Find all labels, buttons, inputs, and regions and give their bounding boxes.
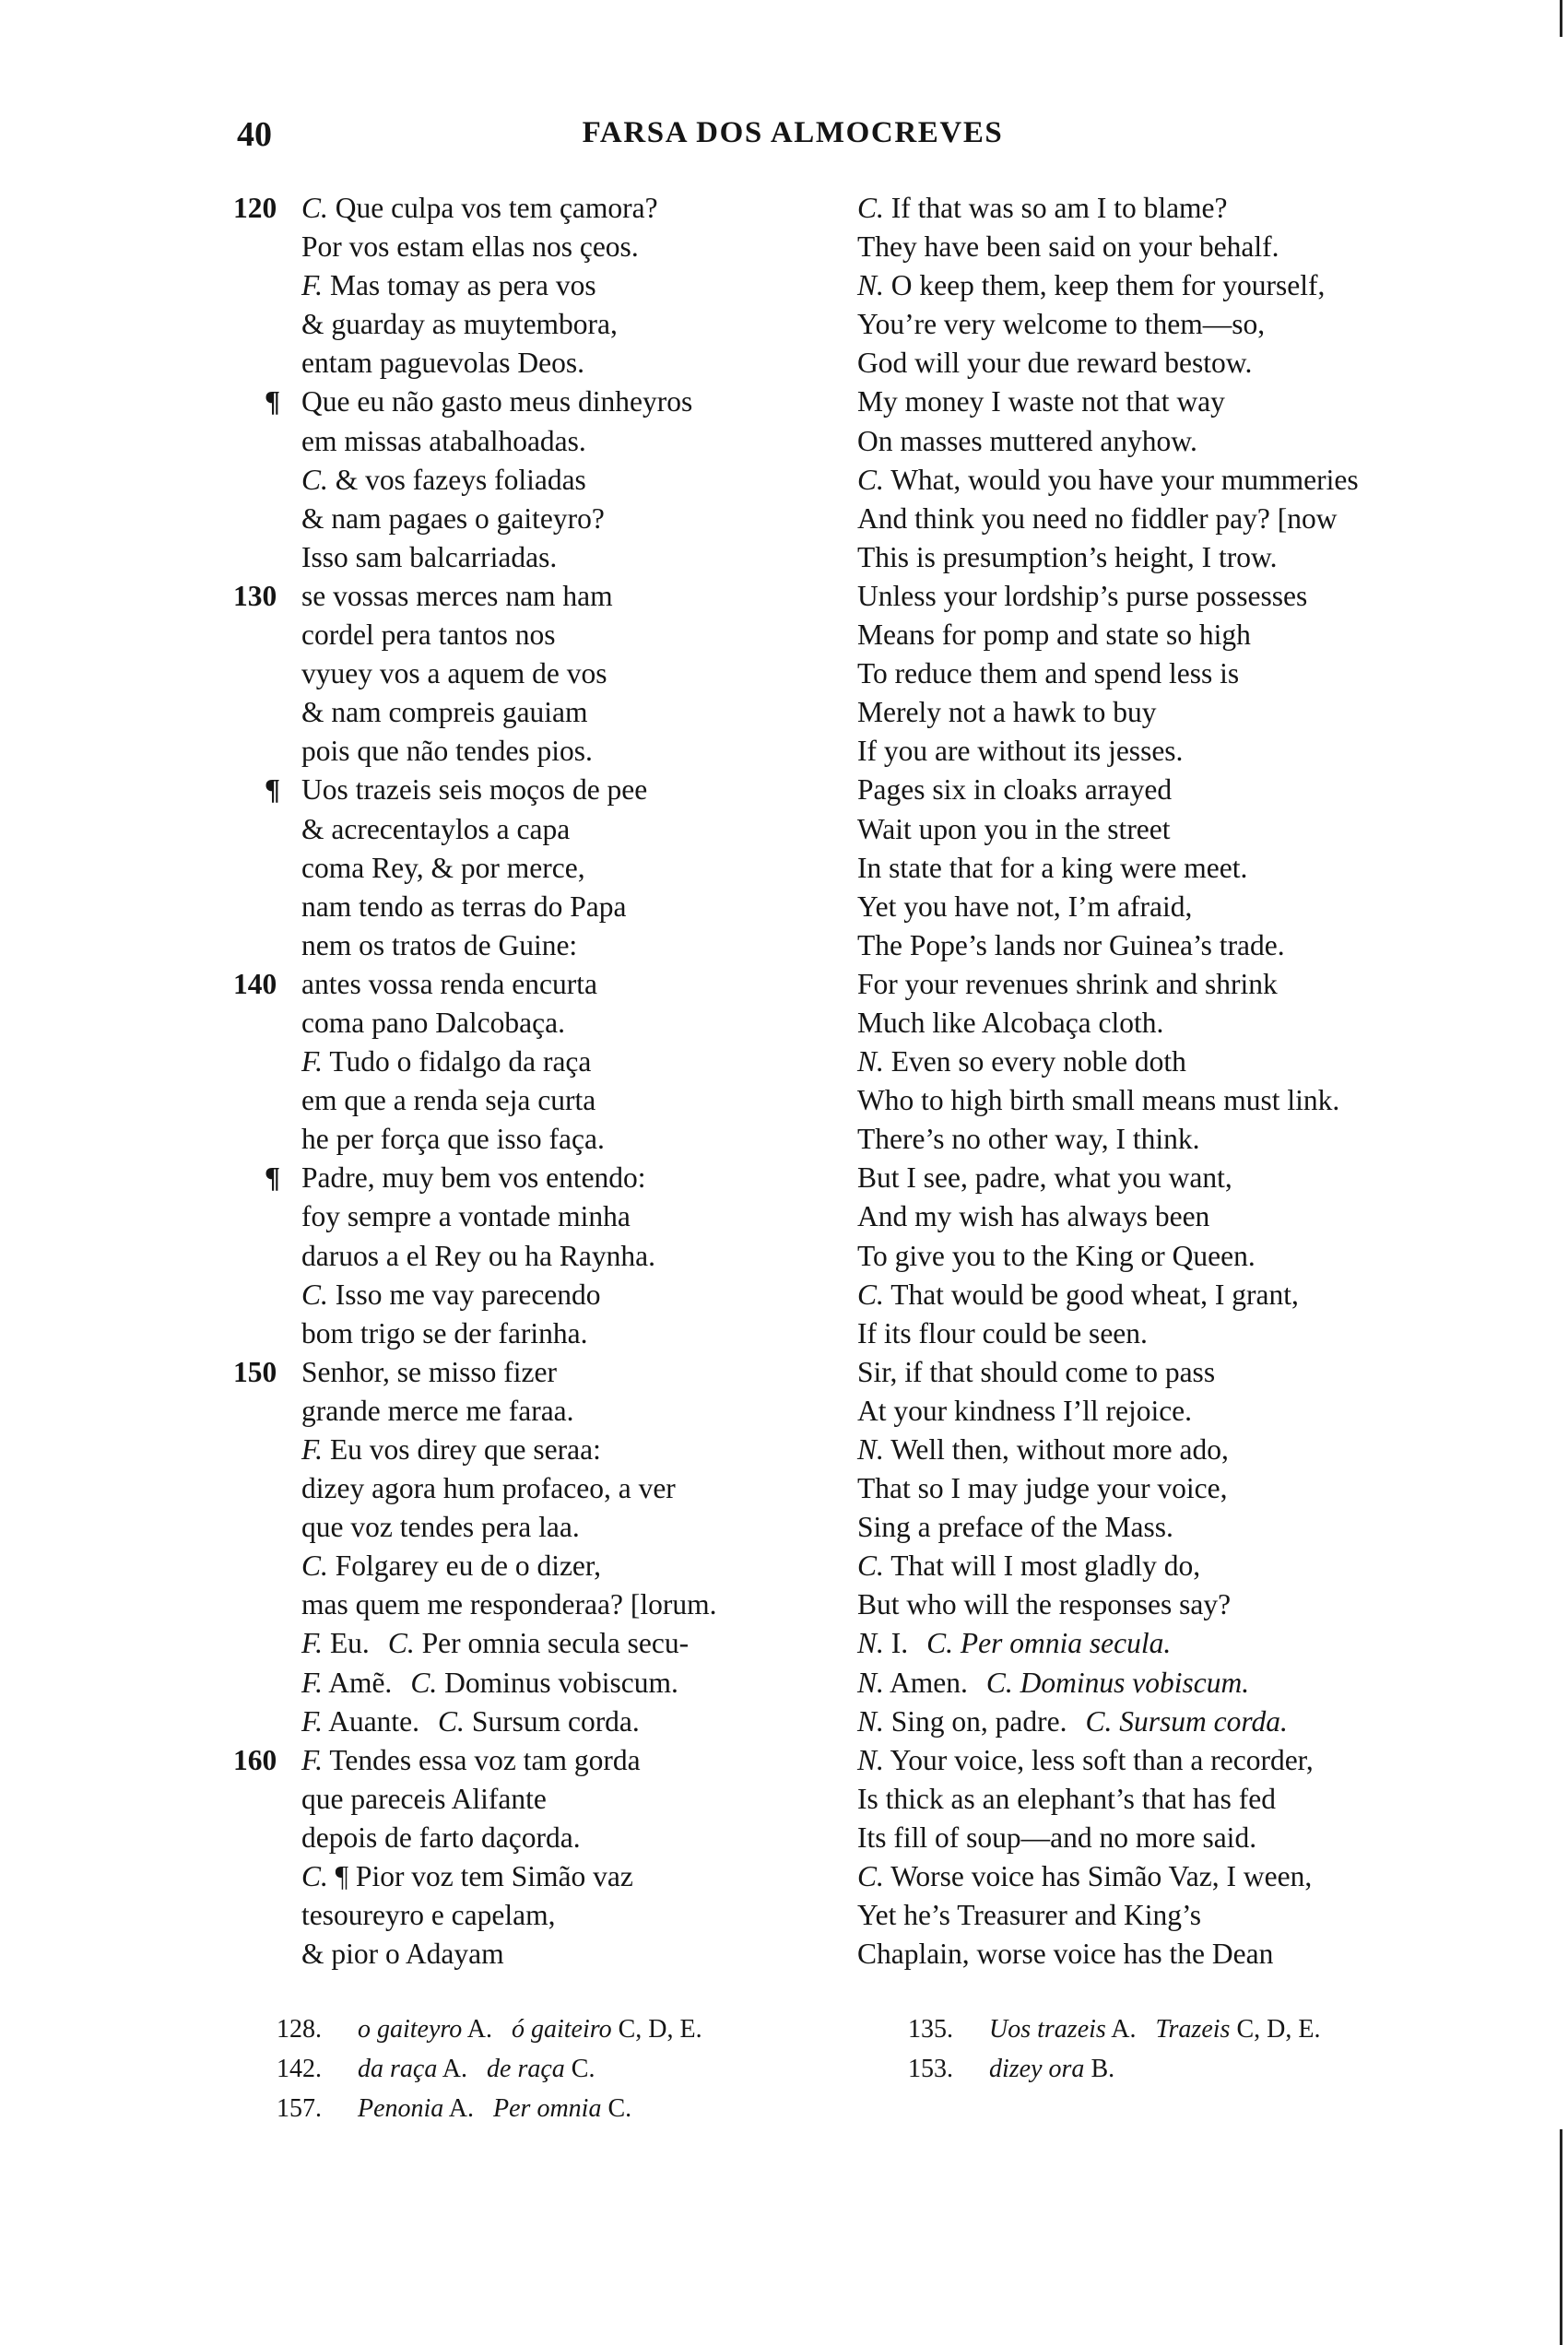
speaker-label: F. bbox=[301, 1045, 324, 1078]
verse-text: Dominus vobiscum. bbox=[1020, 1666, 1250, 1699]
verse-line bbox=[233, 1819, 823, 1857]
verse-line bbox=[233, 1314, 823, 1353]
verse-text: On masses muttered anyhow. bbox=[857, 424, 1197, 457]
verse-line bbox=[857, 500, 1466, 538]
variant-source: A. bbox=[448, 2094, 475, 2123]
variant-reading: ó gaiteiro bbox=[511, 2015, 612, 2044]
speaker-label: F. bbox=[301, 1666, 324, 1699]
verse-text: The Pope’s lands nor Guinea’s trade. bbox=[857, 928, 1285, 961]
variant-reading: Trazeis bbox=[1155, 2015, 1231, 2044]
page-header bbox=[235, 114, 1350, 159]
variant-reading: Uos trazeis bbox=[989, 2015, 1106, 2044]
variant-reading: da raça bbox=[358, 2055, 438, 2083]
verse-text: & guarday as muytembora, bbox=[301, 308, 618, 341]
verse-line bbox=[857, 654, 1466, 693]
speaker-label: C. bbox=[301, 463, 328, 496]
speaker-label: C. bbox=[926, 1627, 954, 1660]
verse-text: If its flour could be seen. bbox=[857, 1316, 1148, 1349]
verse-line bbox=[857, 1741, 1466, 1780]
verse-text: Who to high birth small means must link. bbox=[857, 1084, 1340, 1117]
verse-text: Eu vos direy que seraa: bbox=[329, 1433, 601, 1466]
variant-source: C. bbox=[571, 2055, 595, 2083]
verse-text: dizey agora hum profaceo, a ver bbox=[301, 1472, 676, 1505]
verse-line bbox=[857, 577, 1466, 616]
verse-text: Sing on, padre. bbox=[890, 1704, 1067, 1738]
verse-text: & vos fazeys foliadas bbox=[335, 463, 586, 496]
speaker-label: C. bbox=[857, 1278, 884, 1311]
verse-text: Tudo o fidalgo da raça bbox=[329, 1045, 592, 1078]
verse-line bbox=[233, 266, 823, 305]
verse-line bbox=[233, 1353, 823, 1392]
verse-text: em que a renda seja curta bbox=[301, 1084, 596, 1117]
verse-text: Pages six in cloaks arrayed bbox=[857, 773, 1173, 807]
verse-text: Dominus vobiscum. bbox=[444, 1666, 678, 1699]
verse-text: They have been said on your behalf. bbox=[857, 230, 1279, 264]
verse-line bbox=[233, 1547, 823, 1585]
verse-line bbox=[233, 1431, 823, 1469]
speaker-label: N. bbox=[857, 1743, 884, 1776]
verse-line bbox=[857, 1703, 1466, 1741]
verse-text: If that was so am I to blame? bbox=[890, 192, 1228, 224]
verse-line bbox=[233, 965, 823, 1004]
verse-text: I. bbox=[890, 1627, 909, 1660]
speaker-label: N. bbox=[857, 1045, 884, 1078]
verse-text: Merely not a hawk to buy bbox=[857, 696, 1157, 729]
verse-text: In state that for a king were meet. bbox=[857, 851, 1248, 884]
verse-line bbox=[233, 1780, 823, 1819]
pilcrow-mark: ¶ bbox=[265, 1161, 281, 1195]
footnote-line-ref: 135. bbox=[908, 2015, 953, 2044]
speaker-label: C. bbox=[301, 1278, 328, 1311]
portuguese-text-column bbox=[233, 189, 823, 1974]
verse-line bbox=[233, 810, 823, 849]
verse-text: Auante. bbox=[328, 1704, 420, 1738]
verse-line bbox=[857, 461, 1466, 500]
verse-text: And my wish has always been bbox=[857, 1200, 1210, 1233]
speaker-label: C. bbox=[857, 1550, 884, 1583]
verse-text: coma pano Dalcobaça. bbox=[301, 1006, 565, 1039]
verse-line bbox=[857, 1896, 1466, 1935]
pilcrow-mark: ¶ bbox=[265, 773, 281, 807]
variant-source: C, D, E. bbox=[1236, 2015, 1321, 2044]
verse-text: Yet he’s Treasurer and King’s bbox=[857, 1899, 1202, 1932]
verse-text: Mas tomay as pera vos bbox=[329, 269, 596, 302]
verse-line bbox=[857, 888, 1466, 926]
verse-line bbox=[857, 1120, 1466, 1159]
verse-line bbox=[233, 1624, 823, 1663]
verse-line bbox=[233, 1159, 823, 1197]
verse-text: My money I waste not that way bbox=[857, 385, 1225, 418]
verse-line bbox=[233, 1197, 823, 1236]
verse-text: At your kindness I’ll rejoice. bbox=[857, 1394, 1193, 1427]
verse-line bbox=[233, 538, 823, 577]
verse-text: Well then, without more ado, bbox=[890, 1433, 1229, 1466]
speaker-label: N. bbox=[857, 1704, 884, 1738]
verse-line bbox=[233, 1896, 823, 1935]
verse-text: & pior o Adayam bbox=[301, 1938, 504, 1971]
verse-text: For your revenues shrink and shrink bbox=[857, 967, 1278, 1000]
verse-text: nem os tratos de Guine: bbox=[301, 928, 578, 961]
variant-reading: Penonia bbox=[358, 2094, 444, 2123]
verse-line bbox=[857, 1197, 1466, 1236]
verse-line bbox=[857, 849, 1466, 888]
verse-text: Isso me vay parecendo bbox=[335, 1278, 601, 1311]
verse-text: Tendes essa voz tam gorda bbox=[329, 1743, 641, 1776]
speaker-label: C. bbox=[410, 1666, 438, 1699]
verse-text: Is thick as an elephant’s that has fed bbox=[857, 1782, 1276, 1815]
verse-text: If you are without its jesses. bbox=[857, 735, 1184, 768]
verse-text: Que eu não gasto meus dinheyros bbox=[301, 385, 693, 418]
verse-text: There’s no other way, I think. bbox=[857, 1123, 1200, 1156]
speaker-label: C. bbox=[301, 1860, 328, 1893]
verse-text: antes vossa renda encurta bbox=[301, 967, 597, 1000]
verse-text: Much like Alcobaça cloth. bbox=[857, 1006, 1164, 1039]
verse-line bbox=[857, 538, 1466, 577]
verse-text: tesoureyro e capelam, bbox=[301, 1899, 556, 1932]
verse-line bbox=[857, 965, 1466, 1004]
verse-text: Pior voz tem Simão vaz bbox=[355, 1860, 633, 1893]
verse-line bbox=[857, 1508, 1466, 1547]
line-number: 130 bbox=[233, 579, 277, 612]
verse-line bbox=[233, 1004, 823, 1043]
verse-text: Padre, muy bem vos entendo: bbox=[301, 1161, 646, 1195]
verse-text: Isso sam balcarriadas. bbox=[301, 540, 558, 573]
pilcrow-mark: ¶ bbox=[265, 385, 281, 418]
verse-text: bom trigo se der farinha. bbox=[301, 1316, 588, 1349]
verse-line bbox=[233, 228, 823, 266]
verse-line bbox=[857, 1624, 1466, 1663]
pilcrow-mark: ¶ bbox=[335, 1860, 349, 1893]
variant-reading: de raça bbox=[487, 2055, 565, 2083]
variant-reading: o gaiteyro bbox=[358, 2015, 463, 2044]
verse-text: O keep them, keep them for yourself, bbox=[890, 269, 1326, 302]
footnotes-left bbox=[277, 2009, 830, 2128]
verse-line bbox=[233, 1120, 823, 1159]
verse-line bbox=[233, 693, 823, 732]
verse-line bbox=[857, 1159, 1466, 1197]
verse-text: Wait upon you in the street bbox=[857, 812, 1171, 845]
verse-line bbox=[857, 1585, 1466, 1624]
verse-text: Sursum corda. bbox=[471, 1704, 640, 1738]
verse-line bbox=[857, 771, 1466, 809]
speaker-label: F. bbox=[301, 1704, 324, 1738]
verse-line bbox=[233, 1392, 823, 1431]
verse-text: Its fill of soup—and no more said. bbox=[857, 1821, 1257, 1854]
verse-line bbox=[233, 305, 823, 344]
verse-line bbox=[857, 1314, 1466, 1353]
verse-line bbox=[233, 771, 823, 809]
variant-reading: dizey ora bbox=[989, 2055, 1085, 2083]
verse-line bbox=[233, 1664, 823, 1703]
verse-text: Que culpa vos tem çamora? bbox=[335, 192, 658, 224]
footnotes-right bbox=[908, 2009, 1461, 2089]
speaker-label: F. bbox=[301, 1433, 324, 1466]
speaker-label: C. bbox=[387, 1627, 415, 1660]
verse-text: Uos trazeis seis moços de pee bbox=[301, 773, 648, 807]
verse-text: grande merce me faraa. bbox=[301, 1394, 574, 1427]
variant-reading: Per omnia bbox=[493, 2094, 602, 2123]
verse-line bbox=[233, 1935, 823, 1974]
verse-text: Sing a preface of the Mass. bbox=[857, 1511, 1173, 1544]
verse-line bbox=[233, 1703, 823, 1741]
verse-text: But who will the responses say? bbox=[857, 1588, 1232, 1621]
verse-text: Even so every noble doth bbox=[890, 1045, 1186, 1078]
verse-text: em missas atabalhoadas. bbox=[301, 424, 586, 457]
verse-text: Your voice, less soft than a recorder, bbox=[890, 1743, 1314, 1776]
verse-text: & acrecentaylos a capa bbox=[301, 812, 571, 845]
verse-text: Eu. bbox=[329, 1627, 370, 1660]
verse-line bbox=[233, 1469, 823, 1508]
verse-text: mas quem me responderaa? [lorum. bbox=[301, 1588, 717, 1621]
variant-source: A. bbox=[1111, 2015, 1137, 2044]
scan-edge-mark bbox=[1560, 0, 1562, 37]
verse-line bbox=[233, 732, 823, 771]
verse-line bbox=[857, 422, 1466, 461]
verse-line bbox=[857, 1819, 1466, 1857]
verse-text: Worse voice has Simão Vaz, I ween, bbox=[890, 1860, 1313, 1893]
speaker-label: F. bbox=[301, 1743, 324, 1776]
speaker-label: F. bbox=[301, 269, 324, 302]
footnote bbox=[277, 2089, 830, 2128]
verse-line bbox=[857, 1043, 1466, 1081]
verse-text: Per omnia secula secu- bbox=[421, 1627, 690, 1660]
verse-text: Amen. bbox=[890, 1666, 968, 1699]
verse-text: Sir, if that should come to pass bbox=[857, 1355, 1216, 1388]
verse-line bbox=[233, 1237, 823, 1276]
variant-source: A. bbox=[466, 2015, 492, 2044]
verse-text: And think you need no fiddler pay? [now bbox=[857, 501, 1338, 535]
verse-line bbox=[857, 1276, 1466, 1314]
line-number: 160 bbox=[233, 1743, 277, 1776]
speaker-label: N. bbox=[857, 1666, 884, 1699]
verse-line bbox=[857, 1081, 1466, 1120]
verse-text: Sursum corda. bbox=[1119, 1704, 1288, 1738]
speaker-label: C. bbox=[857, 1860, 884, 1893]
verse-line bbox=[233, 500, 823, 538]
verse-text: cordel pera tantos nos bbox=[301, 619, 556, 652]
verse-line bbox=[857, 383, 1466, 421]
verse-line bbox=[233, 1276, 823, 1314]
verse-line bbox=[857, 1469, 1466, 1508]
verse-line bbox=[857, 305, 1466, 344]
verse-line bbox=[857, 810, 1466, 849]
verse-text: pois que não tendes pios. bbox=[301, 735, 593, 768]
verse-line bbox=[233, 1857, 823, 1896]
verse-line bbox=[857, 926, 1466, 965]
verse-text: daruos a el Rey ou ha Raynha. bbox=[301, 1239, 656, 1272]
verse-line bbox=[857, 344, 1466, 383]
verse-line bbox=[233, 1585, 823, 1624]
verse-line bbox=[857, 1857, 1466, 1896]
verse-text: God will your due reward bestow. bbox=[857, 347, 1253, 380]
footnote-line-ref: 157. bbox=[277, 2094, 322, 2123]
english-translation-column bbox=[857, 189, 1466, 1974]
verse-line bbox=[233, 383, 823, 421]
verse-text: That so I may judge your voice, bbox=[857, 1472, 1228, 1505]
verse-text: Amẽ. bbox=[328, 1666, 393, 1699]
verse-text: What, would you have your mummeries bbox=[890, 463, 1359, 496]
speaker-label: N. bbox=[857, 269, 884, 302]
scan-edge-mark bbox=[1560, 2129, 1562, 2345]
line-number: 150 bbox=[233, 1355, 277, 1388]
verse-text: Per omnia secula. bbox=[960, 1627, 1172, 1660]
verse-line bbox=[857, 1547, 1466, 1585]
speaker-label: C. bbox=[301, 192, 328, 224]
variant-source: B. bbox=[1091, 2055, 1115, 2083]
footnote-line-ref: 153. bbox=[908, 2055, 953, 2083]
verse-line bbox=[233, 577, 823, 616]
variant-source: C. bbox=[607, 2094, 632, 2123]
verse-text: To give you to the King or Queen. bbox=[857, 1239, 1256, 1272]
verse-line bbox=[233, 888, 823, 926]
verse-text: Means for pomp and state so high bbox=[857, 619, 1251, 652]
footnote-line-ref: 142. bbox=[277, 2055, 322, 2083]
verse-text: foy sempre a vontade minha bbox=[301, 1200, 631, 1233]
verse-line bbox=[857, 1004, 1466, 1043]
verse-text: But I see, padre, what you want, bbox=[857, 1161, 1232, 1195]
verse-line bbox=[857, 1392, 1466, 1431]
verse-line bbox=[233, 654, 823, 693]
verse-line bbox=[857, 616, 1466, 654]
verse-text: Por vos estam ellas nos çeos. bbox=[301, 230, 639, 264]
footnote bbox=[908, 2049, 1461, 2089]
running-title: FARSA DOS ALMOCREVES bbox=[582, 116, 1004, 149]
page-number: 40 bbox=[237, 115, 272, 154]
verse-text: You’re very welcome to them—so, bbox=[857, 308, 1266, 341]
verse-text: Yet you have not, I’m afraid, bbox=[857, 890, 1193, 923]
verse-line bbox=[233, 344, 823, 383]
verse-line bbox=[233, 1741, 823, 1780]
verse-line bbox=[233, 189, 823, 228]
footnote bbox=[277, 2009, 830, 2049]
verse-line bbox=[233, 461, 823, 500]
verse-line bbox=[857, 1780, 1466, 1819]
verse-line bbox=[857, 1664, 1466, 1703]
verse-line bbox=[857, 693, 1466, 732]
speaker-label: N. bbox=[857, 1627, 884, 1660]
verse-line bbox=[233, 616, 823, 654]
verse-line bbox=[857, 1237, 1466, 1276]
verse-line bbox=[233, 422, 823, 461]
verse-text: entam paguevolas Deos. bbox=[301, 347, 585, 380]
verse-text: Chaplain, worse voice has the Dean bbox=[857, 1938, 1274, 1971]
speaker-label: N. bbox=[857, 1433, 884, 1466]
speaker-label: C. bbox=[438, 1704, 465, 1738]
verse-text: To reduce them and spend less is bbox=[857, 657, 1240, 690]
verse-text: Unless your lordship’s purse possesses bbox=[857, 579, 1308, 612]
speaker-label: C. bbox=[985, 1666, 1013, 1699]
verse-line bbox=[233, 1508, 823, 1547]
verse-text: & nam compreis gauiam bbox=[301, 696, 588, 729]
verse-line bbox=[857, 1353, 1466, 1392]
verse-line bbox=[857, 1431, 1466, 1469]
verse-line bbox=[233, 849, 823, 888]
verse-line bbox=[857, 732, 1466, 771]
footnote bbox=[277, 2049, 830, 2089]
verse-text: Folgarey eu de o dizer, bbox=[335, 1550, 602, 1583]
verse-text: & nam pagaes o gaiteyro? bbox=[301, 501, 605, 535]
verse-text: se vossas merces nam ham bbox=[301, 579, 613, 612]
verse-text: vyuey vos a aquem de vos bbox=[301, 657, 607, 690]
verse-text: coma Rey, & por merce, bbox=[301, 851, 585, 884]
speaker-label: C. bbox=[1085, 1704, 1113, 1738]
verse-text: That will I most gladly do, bbox=[890, 1550, 1201, 1583]
verse-text: Senhor, se misso fizer bbox=[301, 1355, 557, 1388]
verse-text: que voz tendes pera laa. bbox=[301, 1511, 580, 1544]
variant-source: C, D, E. bbox=[618, 2015, 702, 2044]
line-number: 120 bbox=[233, 192, 277, 224]
verse-text: nam tendo as terras do Papa bbox=[301, 890, 627, 923]
speaker-label: C. bbox=[857, 192, 884, 224]
verse-text: depois de farto daçorda. bbox=[301, 1821, 581, 1854]
verse-line bbox=[857, 1935, 1466, 1974]
verse-text: que pareceis Alifante bbox=[301, 1782, 547, 1815]
line-number: 140 bbox=[233, 967, 277, 1000]
verse-text: This is presumption’s height, I trow. bbox=[857, 540, 1278, 573]
footnote bbox=[908, 2009, 1461, 2049]
variant-source: A. bbox=[442, 2055, 468, 2083]
speaker-label: C. bbox=[301, 1550, 328, 1583]
verse-line bbox=[857, 228, 1466, 266]
verse-line bbox=[233, 1043, 823, 1081]
verse-text: That would be good wheat, I grant, bbox=[890, 1278, 1299, 1311]
verse-text: he per força que isso faça. bbox=[301, 1123, 605, 1156]
speaker-label: F. bbox=[301, 1627, 324, 1660]
verse-line bbox=[857, 266, 1466, 305]
speaker-label: C. bbox=[857, 463, 884, 496]
footnote-line-ref: 128. bbox=[277, 2015, 322, 2044]
verse-line bbox=[857, 189, 1466, 228]
verse-line bbox=[233, 1081, 823, 1120]
verse-line bbox=[233, 926, 823, 965]
